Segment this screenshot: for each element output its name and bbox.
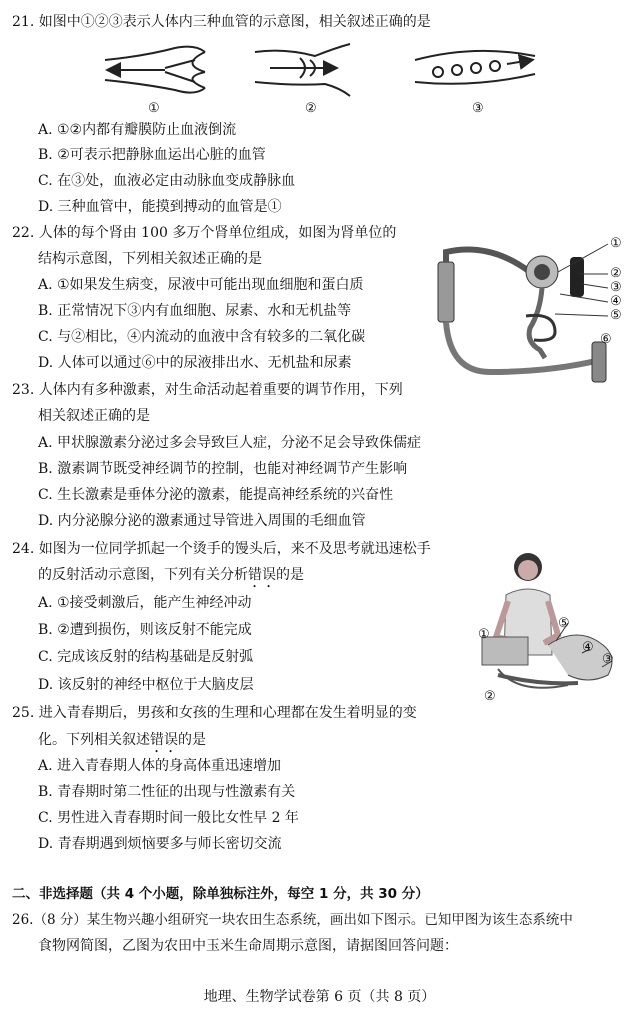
- q21-option-b: B. ②可表示把静脉血运出心脏的血管: [38, 147, 266, 163]
- q22-stem-line1: 22. 人体的每个肾由 100 多万个肾单位组成，如图为肾单位的: [12, 225, 397, 241]
- q22-label-6: ⑥: [600, 332, 612, 347]
- q25-option-d: D. 青春期遇到烦恼要多与师长密切交流: [38, 836, 282, 852]
- vessel-1-diagram: [105, 47, 205, 93]
- section-2-heading: 二、非选择题（共 4 个小题，除单独标注外，每空 1 分，共 30 分）: [12, 886, 429, 902]
- q21-stem: 21. 如图中①②③表示人体内三种血管的示意图，相关叙述正确的是: [12, 14, 431, 30]
- q23-option-c: C. 生长激素是垂体分泌的激素，能提高神经系统的兴奋性: [38, 487, 394, 503]
- q21-label-1: ①: [148, 101, 160, 116]
- q22-label-4: ④: [610, 294, 622, 309]
- q21-option-a: A. ①②内都有瓣膜防止血液倒流: [38, 122, 237, 138]
- q24-label-5: ⑤: [558, 616, 570, 631]
- q24-label-4: ④: [582, 640, 594, 655]
- q25-stem-line1: 25. 进入青春期后，男孩和女孩的生理和心理都在发生着明显的变: [12, 705, 417, 721]
- q24-emphasis: 错误: [248, 567, 276, 583]
- q24-option-d: D. 该反射的神经中枢位于大脑皮层: [38, 677, 254, 693]
- q24-label-2: ②: [484, 689, 496, 704]
- q21-option-c: C. 在③处，血液必定由动脉血变成静脉血: [38, 173, 296, 189]
- q22-nephron-figure: [430, 232, 630, 392]
- q24-label-1: ①: [478, 627, 490, 642]
- vessel-3-diagram: [415, 51, 535, 84]
- q24-stem-line1: 24. 如图为一位同学抓起一个烫手的馒头后，来不及思考就迅速松手: [12, 541, 431, 557]
- page-footer: 地理、生物学试卷第 6 页（共 8 页）: [203, 989, 436, 1005]
- q25-option-c: C. 男性进入青春期时间一般比女性早 2 年: [38, 810, 299, 826]
- q24-reflex-figure: [478, 545, 633, 710]
- vessel-2-diagram: [255, 44, 350, 96]
- q22-label-3: ③: [610, 280, 622, 295]
- q25-option-a: A. 进入青春期人体的身高体重迅速增加: [38, 758, 282, 774]
- q22-option-a: A. ①如果发生病变，尿液中可能出现血细胞和蛋白质: [38, 277, 364, 293]
- q25-option-b: B. 青春期时第二性征的出现与性激素有关: [38, 784, 296, 800]
- q23-stem-line2: 相关叙述正确的是: [38, 408, 150, 424]
- q25-stem-line2: 化。下列相关叙述错误的是: [38, 732, 206, 748]
- q21-label-2: ②: [305, 101, 317, 116]
- q22-option-b: B. 正常情况下③内有血细胞、尿素、水和无机盐等: [38, 303, 352, 319]
- q23-option-b: B. 激素调节既受神经调节的控制，也能对神经调节产生影响: [38, 461, 408, 477]
- q26-line1: 26.（8 分）某生物兴趣小组研究一块农田生态系统，画出如下图示。已知甲图为该生态系统中: [12, 912, 573, 928]
- q26-line2: 食物网简图，乙图为农田中玉米生命周期示意图，请据图回答问题：: [38, 938, 458, 954]
- q22-label-5: ⑤: [610, 308, 622, 323]
- q23-option-a: A. 甲状腺激素分泌过多会导致巨人症，分泌不足会导致侏儒症: [38, 435, 422, 451]
- q23-stem-line1: 23. 人体内有多种激素，对生命活动起着重要的调节作用，下列: [12, 382, 403, 398]
- q21-option-d: D. 三种血管中，能摸到搏动的血管是①: [38, 199, 282, 215]
- q22-option-c: C. 与②相比，④内流动的血液中含有较多的二氧化碳: [38, 329, 366, 345]
- q24-option-b: B. ②遭到损伤，则该反射不能完成: [38, 622, 252, 638]
- q24-option-c: C. 完成该反射的结构基础是反射弧: [38, 649, 254, 665]
- q22-label-1: ①: [610, 236, 622, 251]
- q25-emphasis: 错误: [150, 732, 178, 748]
- q22-stem-line2: 结构示意图，下列相关叙述正确的是: [38, 251, 262, 267]
- q23-option-d: D. 内分泌腺分泌的激素通过导管进入周围的毛细血管: [38, 513, 366, 529]
- q24-label-3: ③: [602, 652, 614, 667]
- q22-option-d: D. 人体可以通过⑥中的尿液排出水、无机盐和尿素: [38, 355, 352, 371]
- q24-option-a: A. ①接受刺激后，能产生神经冲动: [38, 595, 252, 611]
- q21-label-3: ③: [472, 101, 484, 116]
- q24-stem-line2: 的反射活动示意图，下列有关分析错误的是: [38, 567, 304, 583]
- q21-vessel-figures: [95, 38, 555, 118]
- q22-label-2: ②: [610, 266, 622, 281]
